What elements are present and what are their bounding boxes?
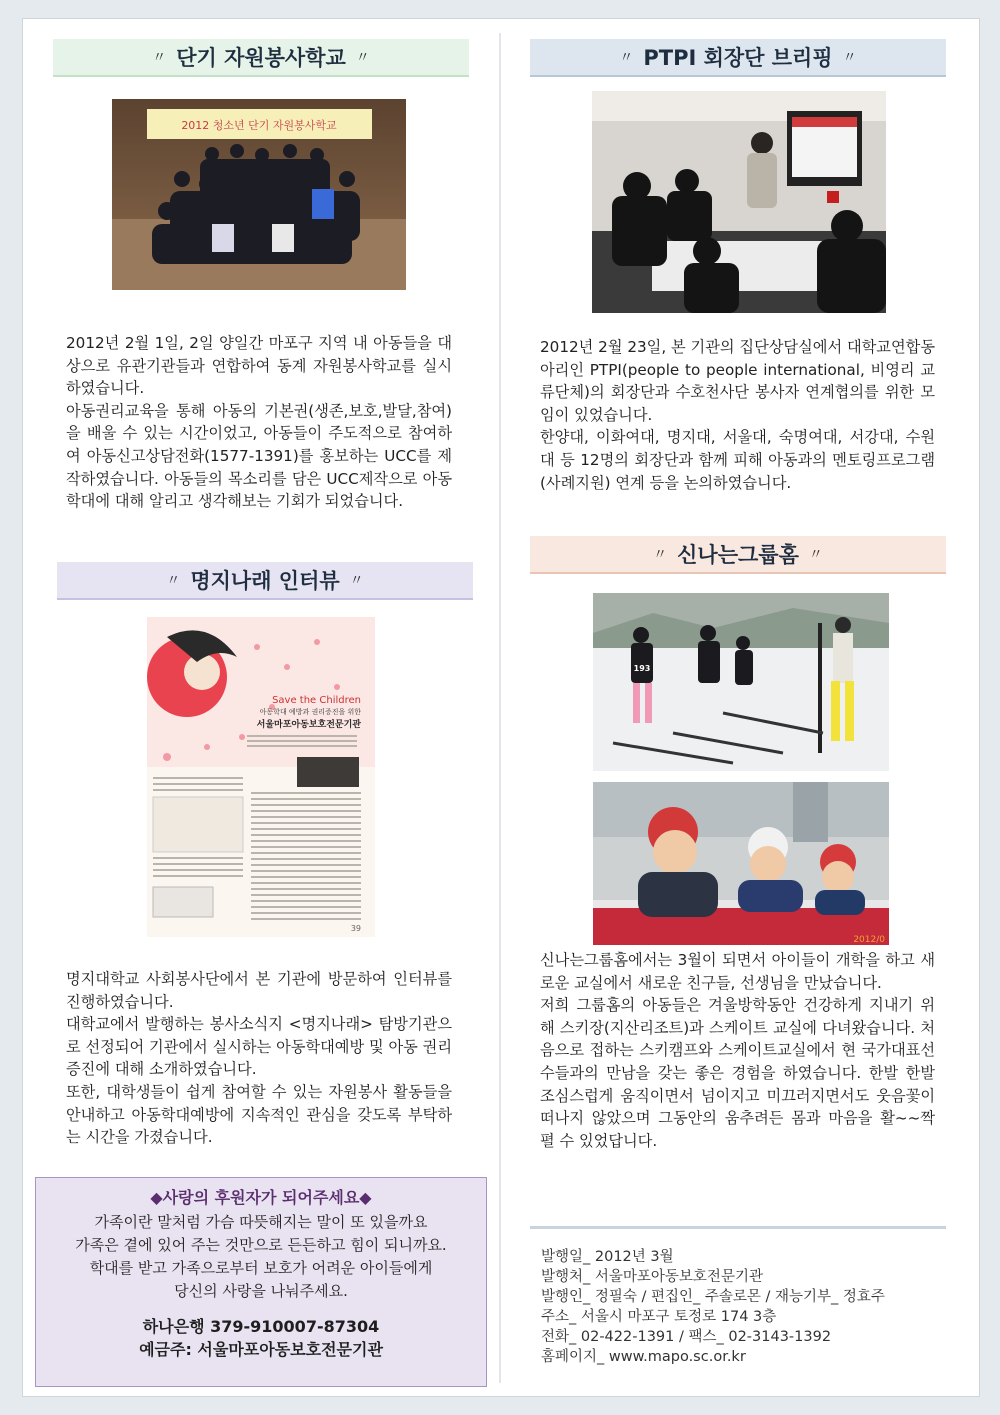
address: 주소_ 서울시 마포구 토정로 174 3층 (541, 1309, 777, 1325)
magazine-clipping (147, 617, 375, 937)
ptpi-briefing-header: 〃 PTPI 회장단 브리핑 〃 (530, 39, 946, 77)
donation-line: 가족은 곁에 있어 주는 것만으로 든든하고 힘이 되니까요. (75, 1236, 447, 1254)
publication-date: 발행일_ 2012년 3월 (541, 1249, 674, 1265)
clipping-page-number: 39 (350, 924, 361, 933)
donation-box (35, 1177, 487, 1387)
homepage: 홈페이지_ www.mapo.sc.or.kr (541, 1349, 746, 1365)
paragraph: 한양대, 이화여대, 명지대, 서울대, 숙명여대, 서강대, 수원대 등 12명의 회장단과 함께 피해 아동과의 멘토링프로그램(사례지원) 연계 등을 논의하였습니다. (540, 428, 935, 492)
paragraph: 아동권리교육을 통해 아동의 기본권(생존,보호,발달,참여)을 배울 수 있는 시간이었고, 아동들이 주도적으로 참여하여 아동신고상담전화(1577-1391)를 홍보하는 UCC를 제작하였습니다. 아동들의 목소리를 담은 UCC제작으로 아동학대에 대해 알리고 생각해보는 기회가 되었습니다. (66, 401, 452, 511)
clipping-headline-3: 서울마포아동보호전문기관 (256, 720, 361, 730)
paragraph: 저희 그룹홈의 아동들은 겨울방학동안 건강하게 지내기 위해 스키장(지산리조트)과 스케이트 교실에 다녀왔습니다. 처음으로 접하는 스키캠프와 스케이트교실에서 현 국가대표선수들과의 만남을 갖는 좋은 경험을 하였습니다. 한발 한발 조심스럽게 움직이면서 넘이지고 미끄러지면서도 웃음꽃이 떠나지 않았으며 그동안의 움추려든 몸과 마음을 활~~짝 펼 수 있었답니다. (540, 996, 935, 1150)
ptpi-briefing-text (540, 336, 935, 494)
paragraph: 명지대학교 사회봉사단에서 본 기관에 방문하여 인터뷰를 진행하였습니다. (66, 970, 452, 1011)
interview-header: 〃 명지나래 인터뷰 〃 (57, 562, 473, 600)
paragraph: 2012년 2월 23일, 본 기관의 집단상담실에서 대학교연합동아리인 PTPI(people to people international, 비영리 교류단체)의 회장단과 수호천사단 봉사자 연계협의를 위한 모임이 있었습니다. (540, 338, 935, 424)
donation-line: 학대를 받고 가족으로부터 보호가 어려운 아이들에게 (89, 1259, 433, 1277)
clipping-headline-1: Save the Children (272, 695, 361, 706)
publication-info (541, 1247, 951, 1367)
newsletter-page (22, 18, 980, 1397)
volunteer-school-text (66, 332, 452, 513)
ski-camp-photo (593, 593, 889, 771)
publisher: 발행처_ 서울마포아동보호전문기관 (541, 1269, 763, 1285)
paragraph: 2012년 2월 1일, 2일 양일간 마포구 지역 내 아동들을 대상으로 유관기관들과 연합하여 동계 자원봉사학교를 실시하였습니다. (66, 334, 452, 398)
column-divider (499, 33, 501, 1383)
grouphome-header: 〃 신나는그룹홈 〃 (530, 536, 946, 574)
donation-line: 가족이란 말처럼 가슴 따뜻해지는 말이 또 있을까요 (94, 1213, 428, 1231)
ptpi-meeting-photo (592, 91, 886, 313)
paragraph: 신나는그룹홈에서는 3월이 되면서 아이들이 개학을 하고 새로운 교실에서 새로운 친구들, 선생님을 만났습니다. (540, 951, 935, 992)
grouphome-text (540, 949, 935, 1152)
grouphome-title: 신나는그룹홈 (677, 543, 799, 567)
interview-text (66, 968, 452, 1149)
publication-people: 발행인_ 정필숙 / 편집인_ 주솔로몬 / 재능기부_ 정효주 (541, 1289, 885, 1305)
skating-photo (593, 782, 889, 945)
interview-title: 명지나래 인터뷰 (190, 569, 340, 593)
bib-number: 193 (633, 664, 651, 673)
paragraph: 대학교에서 발행하는 봉사소식지 <명지나래> 탐방기관으로 선정되어 기관에서 실시하는 아동학대예방 및 아동 권리증진에 대해 소개하였습니다. (66, 1015, 452, 1079)
photo-date-stamp: 2012/0 (853, 935, 885, 945)
ptpi-briefing-title: PTPI 회장단 브리핑 (643, 46, 833, 70)
volunteer-school-header: 〃 단기 자원봉사학교 〃 (53, 39, 469, 77)
publication-rule (530, 1226, 946, 1229)
volunteer-group-photo (112, 99, 406, 290)
volunteer-school-title: 단기 자원봉사학교 (176, 46, 346, 70)
account-holder: 예금주: 서울마포아동보호전문기관 (139, 1340, 383, 1359)
paragraph: 또한, 대학생들이 쉽게 참여할 수 있는 자원봉사 활동들을 안내하고 아동학대예방에 지속적인 관심을 갖도록 부탁하는 시간을 가졌습니다. (66, 1082, 452, 1147)
stage-banner-text: 2012 청소년 단기 자원봉사학교 (181, 119, 337, 132)
bank-account: 하나은행 379-910007-87304 (142, 1317, 380, 1336)
donation-line: 당신의 사랑을 나눠주세요. (174, 1282, 348, 1300)
phone-fax: 전화_ 02-422-1391 / 팩스_ 02-3143-1392 (541, 1329, 832, 1345)
donation-title: ◆사랑의 후원자가 되어주세요◆ (150, 1188, 372, 1207)
clipping-headline-2: 아동학대 예방과 권리증진을 위한 (259, 708, 361, 716)
